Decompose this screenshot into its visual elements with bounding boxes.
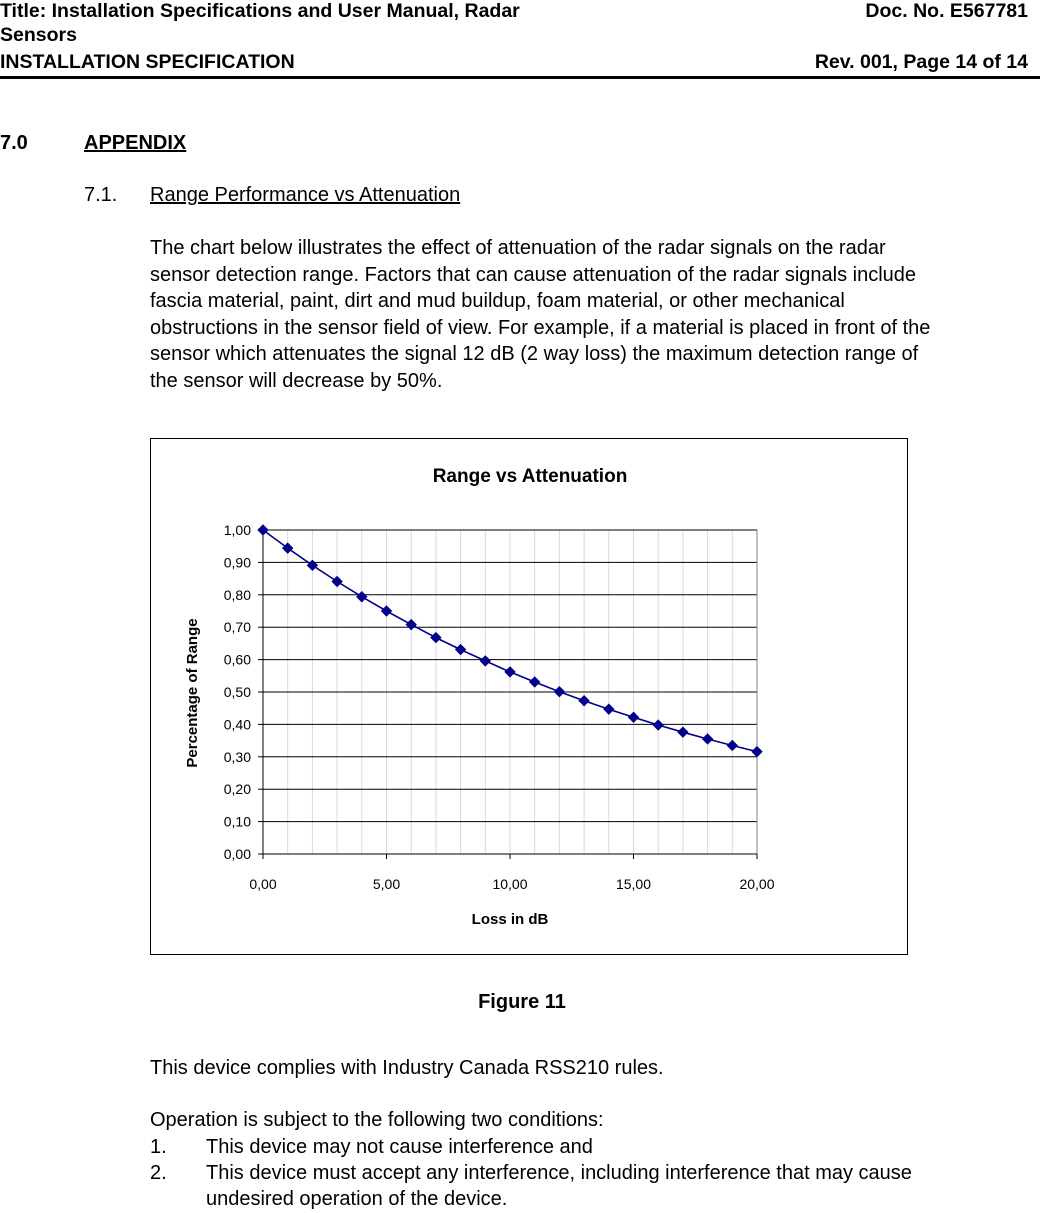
paragraph-line: The chart below illustrates the effect of attenuation of the radar signals on the radar bbox=[150, 237, 886, 259]
x-tick-label: 20,00 bbox=[739, 876, 775, 892]
data-point bbox=[703, 734, 713, 744]
chart-x-axis-label: Loss in dB bbox=[471, 911, 549, 928]
condition-text-1: This device may not cause interference and bbox=[206, 1136, 593, 1158]
range-vs-attenuation-chart bbox=[151, 439, 907, 954]
condition-text-2-line1: This device must accept any interference, including interference that may cause bbox=[206, 1162, 912, 1184]
data-point bbox=[480, 656, 490, 666]
x-tick-label: 10,00 bbox=[492, 876, 528, 892]
data-point bbox=[332, 577, 342, 587]
header-title-line1: Title: Installation Specifications and User Manual, Radar bbox=[0, 0, 520, 22]
condition-text-2-line2: undesired operation of the device. bbox=[206, 1188, 508, 1210]
y-tick-label: 0,30 bbox=[223, 748, 251, 765]
header-rev: Rev. 001, Page 14 of 14 bbox=[814, 51, 1028, 73]
chart-plot-area bbox=[224, 522, 775, 892]
y-tick-label: 0,80 bbox=[223, 586, 251, 603]
x-tick-label: 0,00 bbox=[249, 876, 277, 892]
section-title-wrap bbox=[84, 132, 186, 155]
section-title: APPENDIX bbox=[84, 132, 187, 154]
header-doc-no: Doc. No. E567781 bbox=[865, 0, 1028, 22]
y-tick-label: 0,40 bbox=[223, 716, 251, 733]
data-point bbox=[431, 633, 441, 643]
data-point bbox=[629, 712, 639, 722]
subsection-number: 7.1. bbox=[84, 184, 118, 206]
y-tick-label: 0,90 bbox=[223, 554, 251, 571]
header-rule bbox=[0, 76, 1040, 79]
header-title-line2: Sensors bbox=[0, 24, 77, 46]
data-point bbox=[357, 592, 367, 602]
conditions-intro: Operation is subject to the following two conditions: bbox=[150, 1109, 604, 1131]
paragraph-line: fascia material, paint, dirt and mud buildup, foam material, or other mechanical bbox=[150, 290, 845, 313]
data-point bbox=[727, 740, 737, 750]
data-point bbox=[505, 667, 515, 677]
section-number: 7.0 bbox=[0, 132, 28, 154]
header-spec: INSTALLATION SPECIFICATION bbox=[0, 51, 295, 73]
compliance-statement: This device complies with Industry Canada RSS210 rules. bbox=[150, 1057, 664, 1079]
data-point bbox=[678, 727, 688, 737]
data-point bbox=[653, 720, 663, 730]
data-point bbox=[752, 747, 762, 757]
chart-frame bbox=[150, 438, 908, 955]
condition-number-2: 2. bbox=[150, 1162, 167, 1184]
paragraph-line: sensor detection range. Factors that can cause attenuation of the radar signals include bbox=[150, 263, 917, 286]
y-tick-label: 0,50 bbox=[223, 684, 251, 700]
y-tick-label: 0,60 bbox=[223, 651, 251, 668]
chart-title: Range vs Attenuation bbox=[432, 466, 628, 487]
y-tick-label: 0,70 bbox=[223, 619, 251, 636]
x-tick-label: 5,00 bbox=[372, 876, 401, 892]
data-point bbox=[579, 696, 589, 706]
paragraph-line: the sensor will decrease by 50%. bbox=[150, 369, 443, 392]
data-point bbox=[554, 687, 564, 697]
data-point bbox=[382, 606, 392, 616]
x-tick-label: 15,00 bbox=[615, 876, 652, 892]
y-tick-label: 0,20 bbox=[223, 781, 251, 798]
data-point bbox=[456, 645, 466, 655]
data-point bbox=[604, 704, 614, 714]
data-point bbox=[406, 620, 416, 630]
condition-number-1: 1. bbox=[150, 1136, 167, 1158]
paragraph-line: sensor which attenuates the signal 12 dB (2 way loss) the maximum detection range of bbox=[150, 343, 919, 366]
data-point bbox=[307, 560, 317, 570]
subsection-title: Range Performance vs Attenuation bbox=[150, 184, 461, 206]
subsection-title-wrap bbox=[150, 184, 460, 207]
y-tick-label: 1,00 bbox=[223, 522, 251, 538]
chart-y-axis-label: Percentage of Range bbox=[184, 618, 201, 768]
paragraph-line: obstructions in the sensor field of view. For example, if a material is placed in front of the bbox=[150, 316, 931, 339]
y-tick-label: 0,00 bbox=[223, 846, 251, 862]
figure-caption: Figure 11 bbox=[478, 991, 566, 1013]
intro-paragraph bbox=[150, 235, 1044, 395]
y-tick-label: 0,10 bbox=[223, 813, 251, 830]
data-point bbox=[530, 677, 540, 687]
